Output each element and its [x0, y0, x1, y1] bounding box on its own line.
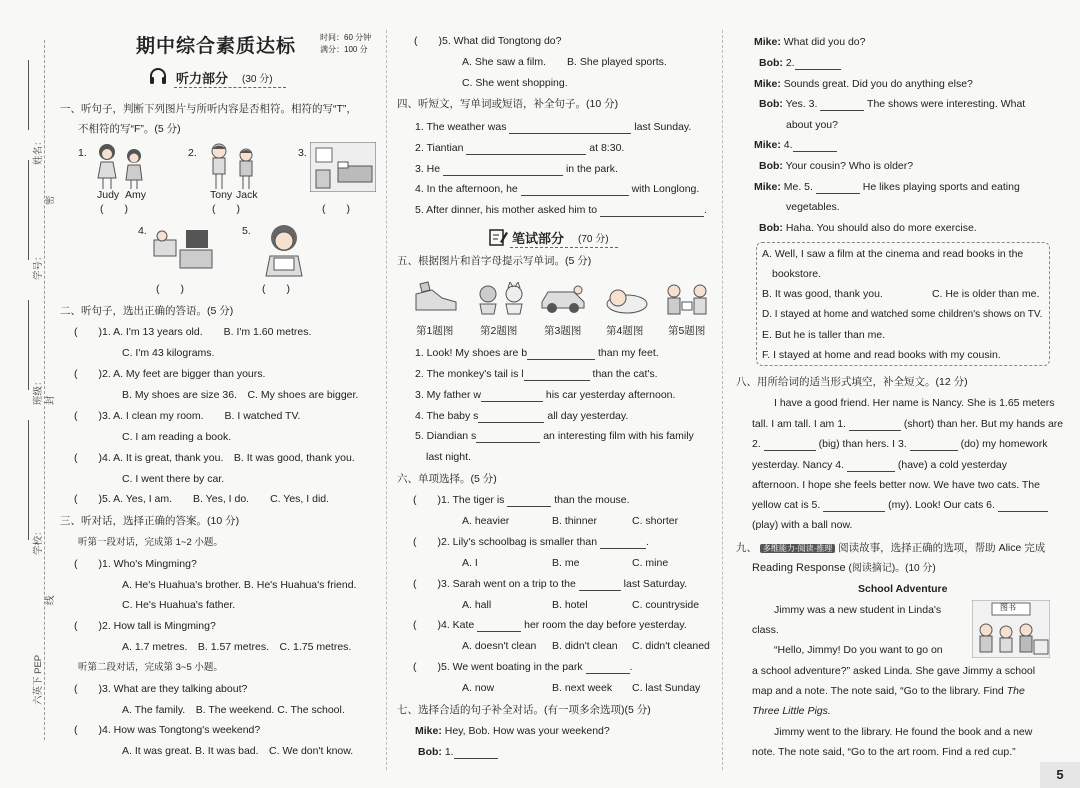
q5-blank-3[interactable] [481, 391, 543, 402]
q3-line: 听第二段对话，完成第 3~5 小题。 [78, 662, 223, 673]
q7-blank-3[interactable] [820, 100, 864, 111]
exam-title: 期中综合素质达标 [136, 35, 297, 57]
q6-option: A. heavier [462, 515, 510, 527]
q6-blank-3[interactable] [579, 580, 621, 591]
boys-illustration [204, 142, 262, 190]
q6-blank-5[interactable] [586, 663, 630, 674]
q2-line: ( )4. A. It is great, thank you. B. It was good, thank you. [74, 452, 355, 464]
q3-line: A. He's Huahua's brother. B. He's Huahua's friend. [122, 579, 357, 591]
q6-title: 六、单项选择。(5 分) [397, 473, 497, 485]
q5-blank-4[interactable] [478, 412, 544, 423]
dialog-bob-3-cont: about you? [786, 119, 838, 131]
q6-option: A. now [462, 682, 495, 694]
class-line [28, 300, 29, 390]
q6-option: C. mine [632, 557, 669, 569]
column-divider-1 [386, 30, 387, 770]
q9-title: 九、 多维能力·阅读·推理 阅读故事，选择正确的选项，帮助 Alice 完成 [736, 542, 1046, 554]
exam-score: 满分：100 分 [320, 45, 368, 54]
q5-sentence-2: 2. The monkey's tail is l than the cat's. [415, 368, 658, 380]
q8-text: yesterday. Nancy 4. (have) a cold yesterday [752, 459, 1007, 471]
q6-option: A. I [462, 557, 478, 569]
writing-header [488, 226, 622, 248]
listening-title: 听力部分 [176, 71, 229, 86]
q8-text: I have a good friend. Her name is Nancy. She is 1.65 meters [774, 397, 1055, 409]
q7-option: F. I stayed at home and read books with my cousin. [762, 349, 1001, 361]
q1-answer-2[interactable]: ( ) [212, 203, 240, 215]
seal-char-3: 线 [45, 595, 56, 605]
baby-picture [604, 284, 650, 314]
q2-line: C. I'm 43 kilograms. [122, 347, 215, 359]
q3-line: ( )3. What are they talking about? [74, 683, 248, 695]
q2-line: C. I went there by car. [122, 473, 225, 485]
school-label: 学校： [33, 526, 44, 555]
q6-question-1: ( )1. The tiger is than the mouse. [413, 494, 630, 506]
q5-picture-label: 第2题图 [480, 325, 518, 337]
q7-blank-1[interactable] [454, 748, 498, 759]
number-line [28, 160, 29, 260]
q2-line: C. I am reading a book. [122, 431, 232, 443]
q3-line: ( )5. What did Tongtong do? [414, 35, 562, 47]
q5-sentence-4: 4. The baby s all day yesterday. [415, 410, 629, 422]
q6-question-3: ( )3. Sarah went on a trip to the last Saturday. [413, 578, 688, 590]
q6-blank-2[interactable] [600, 538, 646, 549]
q1-answer-5[interactable]: ( ) [262, 283, 290, 295]
q5-sentence-5: 5. Diandian s an interesting film with his family [415, 430, 694, 442]
q7-title: 七、选择合适的句子补全对话。(有一项多余选项)(5 分) [397, 704, 651, 716]
girls-illustration [92, 142, 152, 190]
q6-blank-4[interactable] [477, 621, 521, 632]
q8-text: tall. I am tall. I am 1. (short) than her. But my hands are [752, 418, 1064, 430]
seal-char-1: 密 [45, 195, 56, 205]
dialog-mike-3: Mike: Sounds great. Did you do anything else? [754, 78, 973, 90]
q6-option: A. doesn't clean [462, 640, 537, 652]
q7-blank-5[interactable] [816, 183, 860, 194]
q8-blank-5[interactable] [823, 501, 885, 512]
q1-number-2: 2. [188, 147, 197, 159]
q6-question-2: ( )2. Lily's schoolbag is smaller than . [413, 536, 649, 548]
story-line: Jimmy went to the library. He found the book and a new [774, 726, 1033, 738]
q1-answer-1[interactable]: ( ) [100, 203, 128, 215]
q8-blank-4[interactable] [847, 461, 895, 472]
q1-number-3: 3. [298, 147, 307, 159]
column-divider-2 [722, 30, 723, 770]
q3-line: ( )4. How was Tongtong's weekend? [74, 724, 261, 736]
q5-sentence-5-cont: last night. [426, 451, 471, 463]
headphone-icon [148, 66, 168, 86]
family-picture [662, 282, 714, 316]
story-line: note. The note said, “Go to the art room. Find a red cup.” [752, 746, 1016, 758]
q8-title: 八、用所给词的适当形式填空，补全短文。(12 分) [736, 376, 968, 388]
q1-title-line1: 一、听句子，判断下列图片与所听内容是否相符。相符的写“T”， [60, 103, 357, 115]
q8-text: (play) with a ball now. [752, 519, 853, 531]
q4-blank-4[interactable] [521, 185, 629, 196]
q2-line: ( )5. A. Yes, I am. B. Yes, I do. C. Yes, I did. [74, 493, 330, 505]
q2-line: ( )1. A. I'm 13 years old. B. I'm 1.60 metres. [74, 326, 312, 338]
q4-blank-5[interactable] [600, 206, 704, 217]
q6-question-5: ( )5. We went boating in the park . [413, 661, 633, 673]
number-label: 学号： [33, 251, 44, 280]
q1-title-line2: 不相符的写“F”。(5 分) [78, 123, 181, 135]
story-line: class. [752, 624, 779, 636]
q4-sentence-2: 2. Tiantian at 8:30. [415, 142, 625, 154]
writing-underline [510, 247, 618, 248]
classroom-sign: 图书 [1000, 603, 1016, 612]
q1-number-4: 4. [138, 225, 147, 237]
q6-option: B. didn't clean [552, 640, 618, 652]
name-label: 姓名： [33, 136, 44, 165]
q5-blank-5[interactable] [476, 432, 540, 443]
seal-char-2: 封 [45, 395, 56, 405]
q5-title: 五、根据图片和首字母提示写单词。(5 分) [397, 255, 592, 267]
dialog-bob-3: Bob: Yes. 3. The shows were interesting. What [759, 98, 1026, 110]
q5-picture-label: 第5题图 [668, 325, 706, 337]
q7-option: C. He is older than me. [932, 288, 1040, 300]
story-line: map and a note. The note said, “Go to the library. Find The [752, 685, 1025, 697]
q6-option: C. shorter [632, 515, 679, 527]
q3-line: A. It was great. B. It was bad. C. We don't know. [122, 745, 354, 757]
writing-points: (70 分) [578, 234, 609, 245]
story-title: School Adventure [858, 583, 948, 595]
q2-line: B. My shoes are size 36. C. My shoes are bigger. [122, 389, 359, 401]
dialog-bob-5: Bob: Haha. You should also do more exercise. [759, 222, 977, 234]
q6-option: B. next week [552, 682, 613, 694]
monkey-cat-picture [476, 282, 528, 316]
exam-time: 时间：60 分钟 [320, 33, 372, 42]
school-line [28, 420, 29, 540]
q5-picture-label: 第3题图 [544, 325, 582, 337]
tv-illustration [150, 226, 214, 272]
q4-blank-2[interactable] [466, 144, 586, 155]
dialog-mike-1: Mike: Hey, Bob. How was your weekend? [415, 725, 610, 737]
q1-number-5: 5. [242, 225, 251, 237]
dialog-bob-2: Bob: 2. [759, 56, 841, 70]
q7-option: A. Well, I saw a film at the cinema and read books in the [762, 248, 1024, 260]
q2-line: ( )3. A. I clean my room. B. I watched TV. [74, 410, 301, 422]
q3-title: 三、听对话，选择正确的答案。(10 分) [60, 515, 240, 527]
q6-option: C. last Sunday [632, 682, 701, 694]
binding-line [44, 40, 45, 740]
q3-line: C. He's Huahua's father. [122, 599, 236, 611]
bedroom-illustration [310, 142, 376, 192]
listening-header [148, 66, 288, 88]
q6-option: B. thinner [552, 515, 597, 527]
q7-blank-4[interactable] [793, 141, 837, 152]
q6-question-4: ( )4. Kate her room the day before yesterday. [413, 619, 687, 631]
q5-blank-2[interactable] [524, 370, 590, 381]
q4-sentence-5: 5. After dinner, his mother asked him to . [415, 204, 707, 216]
q3-line: ( )1. Who's Mingming? [74, 558, 197, 570]
dialog-bob-1: Bob: 1. [418, 745, 498, 759]
name-jack: Jack [236, 189, 258, 201]
q4-blank-3[interactable] [443, 165, 563, 176]
q5-picture-label: 第1题图 [416, 325, 454, 337]
q3-line: ( )2. How tall is Mingming? [74, 620, 216, 632]
q8-blank-6[interactable] [998, 501, 1048, 512]
pencil-note-icon [488, 227, 508, 247]
story-line: Three Little Pigs. [752, 705, 831, 717]
q9-tag: 多维能力·阅读·推理 [760, 544, 835, 553]
q8-text: afternoon. I hope she feels better now. We have two cats. The [752, 479, 1040, 491]
q7-option: B. It was good, thank you. [762, 288, 883, 300]
story-line: a school adventure?” asked Linda. She gave Jimmy a school [752, 665, 1036, 677]
class-label: 班级： [33, 376, 44, 405]
q6-option: B. me [552, 557, 580, 569]
q4-sentence-4: 4. In the afternoon, he with Longlong. [415, 183, 700, 195]
book-label: 六英下 PEP [33, 654, 44, 705]
dialog-mike-5-cont: vegetables. [786, 201, 840, 213]
q5-sentence-3: 3. My father w his car yesterday afternoon. [415, 389, 676, 401]
q8-text: yellow cat is 5. (my). Look! Our cats 6. [752, 498, 1048, 512]
q4-sentence-3: 3. He in the park. [415, 163, 618, 175]
q6-option: B. hotel [552, 599, 588, 611]
listening-underline [174, 87, 286, 88]
story-line: Jimmy was a new student in Linda's [774, 604, 942, 616]
q6-blank-1[interactable] [507, 496, 551, 507]
q3-line: A. The family. B. The weekend. C. The school. [122, 704, 345, 716]
writing-title: 笔试部分 [512, 231, 565, 246]
shoes-picture [412, 280, 460, 316]
q2-line: ( )2. A. My feet are bigger than yours. [74, 368, 266, 380]
q9-title-line2: Reading Response (阅读摘记)。(10 分) [752, 562, 936, 574]
q1-number-1: 1. [78, 147, 87, 159]
q7-option: bookstore. [772, 268, 822, 280]
q3-line: 听第一段对话，完成第 1~2 小题。 [78, 537, 223, 548]
q5-picture-label: 第4题图 [606, 325, 644, 337]
q6-option: C. countryside [632, 599, 700, 611]
page-number: 5 [1040, 762, 1080, 788]
q8-text: 2. (big) than hers. I 3. (do) my homework [752, 438, 1048, 450]
name-amy: Amy [125, 189, 146, 201]
q6-option: A. hall [462, 599, 492, 611]
q7-blank-2[interactable] [795, 59, 841, 70]
q3-line: C. She went shopping. [462, 77, 568, 89]
q2-title: 二、听句子，选出正确的答语。(5 分) [60, 305, 234, 317]
binding-margin [0, 0, 55, 788]
q4-sentence-1: 1. The weather was last Sunday. [415, 121, 692, 133]
dialog-mike-2: Mike: What did you do? [754, 36, 866, 48]
q8-blank-3[interactable] [910, 440, 958, 451]
q5-sentence-1: 1. Look! My shoes are b than my feet. [415, 347, 659, 359]
listening-points: (30 分) [242, 74, 273, 85]
name-judy: Judy [97, 189, 120, 201]
q8-blank-2[interactable] [764, 440, 816, 451]
q1-answer-4[interactable]: ( ) [156, 283, 184, 295]
q3-line: A. 1.7 metres. B. 1.57 metres. C. 1.75 metres. [122, 641, 352, 653]
dialog-bob-4: Bob: Your cousin? Who is older? [759, 160, 914, 172]
name-line [28, 60, 29, 130]
car-picture [538, 284, 588, 314]
name-tony: Tony [210, 189, 233, 201]
q7-option: D. I stayed at home and watched some children's shows on TV. [762, 309, 1043, 320]
q4-blank-1[interactable] [509, 123, 631, 134]
q5-blank-1[interactable] [527, 349, 595, 360]
q8-blank-1[interactable] [849, 420, 901, 431]
q4-title: 四、听短文，写单词或短语，补全句子。(10 分) [397, 98, 619, 110]
reading-girl-illustration [258, 222, 310, 278]
q3-line: A. She saw a film. B. She played sports. [462, 56, 667, 68]
q1-answer-3[interactable]: ( ) [322, 203, 350, 215]
story-line: “Hello, Jimmy! Do you want to go on [774, 644, 943, 656]
dialog-mike-4: Mike: 4. [754, 138, 837, 152]
q7-option: E. But he is taller than me. [762, 329, 886, 341]
dialog-mike-5: Mike: Me. 5. He likes playing sports and eating [754, 181, 1020, 193]
q6-option: C. didn't cleaned [632, 640, 710, 652]
